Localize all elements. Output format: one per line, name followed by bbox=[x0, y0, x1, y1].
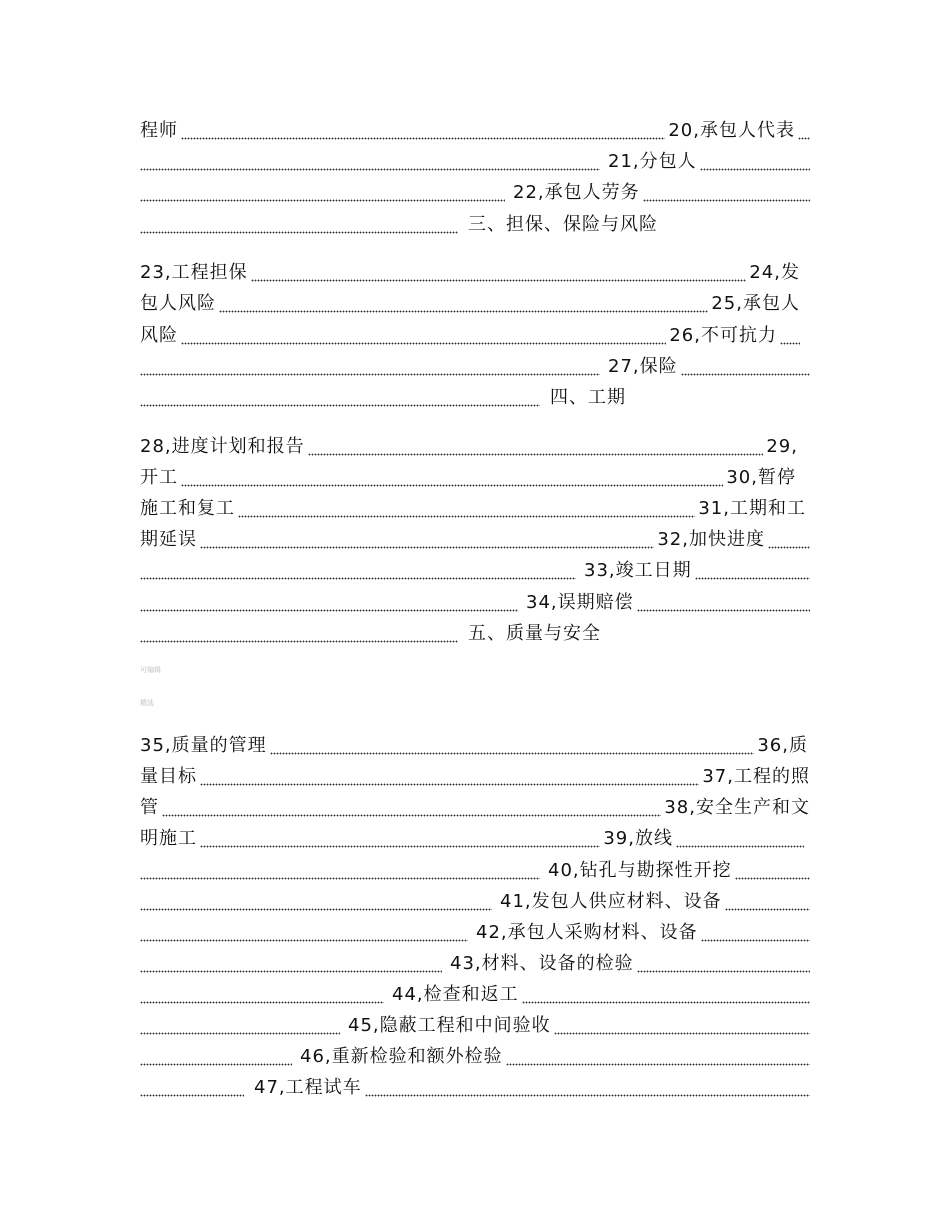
toc-line bbox=[140, 1011, 810, 1037]
toc-line bbox=[140, 494, 810, 520]
toc-entry-text: 程师 bbox=[140, 120, 178, 141]
faint-note: 精选 bbox=[140, 699, 154, 707]
toc-entry-text: 施工和复工 bbox=[140, 498, 235, 519]
toc-entry-text: 期延误 bbox=[140, 529, 197, 550]
leader-dots bbox=[637, 953, 810, 975]
leader-dots bbox=[181, 325, 666, 347]
leader-dots bbox=[554, 1015, 810, 1037]
leader-dots bbox=[768, 529, 810, 551]
toc-entry-text: 21,分包人 bbox=[608, 151, 697, 172]
toc-entry-text: 43,材料、设备的检验 bbox=[450, 953, 634, 974]
leader-dots bbox=[140, 182, 505, 204]
toc-line bbox=[140, 762, 810, 788]
toc-line bbox=[140, 856, 810, 882]
leader-dots bbox=[725, 891, 810, 913]
toc-line bbox=[140, 824, 810, 850]
leader-dots bbox=[506, 1046, 810, 1068]
toc-line bbox=[140, 588, 810, 614]
toc-line bbox=[140, 731, 810, 757]
toc-line bbox=[140, 949, 810, 975]
section-heading: 五、质量与安全 bbox=[468, 623, 601, 644]
toc-line bbox=[140, 432, 810, 458]
toc-line bbox=[140, 980, 810, 1006]
toc-entry-text: 44,检查和返工 bbox=[392, 984, 519, 1005]
toc-line bbox=[140, 383, 810, 409]
toc-entry-text: 37,工程的照 bbox=[702, 766, 810, 787]
toc-entry-text: 47,工程试车 bbox=[254, 1077, 362, 1098]
leader-dots bbox=[140, 891, 492, 913]
leader-dots bbox=[140, 1046, 292, 1068]
toc-line bbox=[140, 1073, 810, 1099]
section-heading: 三、担保、保险与风险 bbox=[468, 214, 658, 235]
leader-dots bbox=[140, 1015, 340, 1037]
toc-line bbox=[140, 147, 810, 173]
leader-dots bbox=[365, 1077, 810, 1099]
leader-dots bbox=[308, 436, 764, 458]
toc-line bbox=[140, 321, 810, 347]
leader-dots bbox=[140, 860, 540, 882]
leader-dots bbox=[140, 922, 468, 944]
leader-dots bbox=[140, 151, 600, 173]
leader-dots bbox=[140, 623, 458, 645]
leader-dots bbox=[270, 735, 755, 757]
leader-dots bbox=[251, 262, 747, 284]
toc-entry-text: 26,不可抗力 bbox=[669, 325, 777, 346]
toc-line bbox=[140, 793, 810, 819]
faint-note: 可编辑 bbox=[140, 666, 161, 674]
section-heading: 四、工期 bbox=[550, 387, 626, 408]
toc-entry-text: 24,发 bbox=[749, 262, 800, 283]
leader-dots bbox=[140, 984, 384, 1006]
toc-entry-text: 38,安全生产和文 bbox=[664, 797, 810, 818]
toc-entry-text: 风险 bbox=[140, 325, 178, 346]
toc-entry-text: 管 bbox=[140, 797, 159, 818]
leader-dots bbox=[181, 467, 723, 489]
leader-dots bbox=[181, 120, 665, 142]
toc-entry-text: 29, bbox=[766, 436, 798, 457]
leader-dots bbox=[140, 592, 518, 614]
leader-dots bbox=[238, 498, 695, 520]
leader-dots bbox=[735, 860, 810, 882]
toc-entry-text: 31,工期和工 bbox=[698, 498, 806, 519]
toc-line bbox=[140, 258, 810, 284]
leader-dots bbox=[522, 984, 810, 1006]
leader-dots bbox=[219, 293, 708, 315]
toc-line bbox=[140, 178, 810, 204]
toc-line bbox=[140, 918, 810, 944]
toc-line bbox=[140, 352, 810, 378]
toc-entry-text: 36,质 bbox=[757, 735, 808, 756]
toc-line bbox=[140, 887, 810, 913]
toc-entry-text: 23,工程担保 bbox=[140, 262, 248, 283]
toc-entry-text: 量目标 bbox=[140, 766, 197, 787]
toc-entry-text: 45,隐蔽工程和中间验收 bbox=[348, 1015, 551, 1036]
toc-entry-text: 35,质量的管理 bbox=[140, 735, 267, 756]
toc-entry-text: 40,钻孔与勘探性开挖 bbox=[548, 860, 732, 881]
toc-entry-text: 20,承包人代表 bbox=[668, 120, 795, 141]
toc-entry-text: 开工 bbox=[140, 467, 178, 488]
leader-dots bbox=[637, 592, 810, 614]
leader-dots bbox=[200, 766, 699, 788]
leader-dots bbox=[140, 953, 442, 975]
leader-dots bbox=[701, 922, 810, 944]
leader-dots bbox=[643, 182, 810, 204]
toc-line bbox=[140, 1042, 810, 1068]
toc-line bbox=[140, 463, 810, 489]
toc-entry-text: 22,承包人劳务 bbox=[513, 182, 640, 203]
leader-dots bbox=[200, 529, 654, 551]
leader-dots bbox=[140, 1077, 244, 1099]
toc-entry-text: 32,加快进度 bbox=[657, 529, 765, 550]
toc-entry-text: 46,重新检验和额外检验 bbox=[300, 1046, 503, 1067]
toc-entry-text: 27,保险 bbox=[608, 356, 678, 377]
leader-dots bbox=[681, 356, 810, 378]
toc-line bbox=[140, 556, 810, 582]
toc-entry-text: 明施工 bbox=[140, 828, 197, 849]
toc-entry-text: 33,竣工日期 bbox=[584, 560, 692, 581]
toc-entry-text: 41,发包人供应材料、设备 bbox=[500, 891, 722, 912]
toc-line bbox=[140, 116, 810, 142]
leader-dots bbox=[700, 151, 810, 173]
toc-entry-text: 包人风险 bbox=[140, 293, 216, 314]
leader-dots bbox=[140, 560, 576, 582]
leader-dots bbox=[200, 828, 600, 850]
leader-dots bbox=[780, 325, 800, 347]
toc-entry-text: 34,误期赔偿 bbox=[526, 592, 634, 613]
leader-dots bbox=[676, 828, 804, 850]
leader-dots bbox=[162, 797, 661, 819]
leader-dots bbox=[695, 560, 810, 582]
leader-dots bbox=[140, 387, 540, 409]
leader-dots bbox=[798, 120, 810, 142]
toc-entry-text: 28,进度计划和报告 bbox=[140, 436, 305, 457]
toc-entry-text: 39,放线 bbox=[603, 828, 673, 849]
leader-dots bbox=[140, 356, 600, 378]
toc-line bbox=[140, 210, 810, 236]
toc-line bbox=[140, 289, 810, 315]
leader-dots bbox=[140, 214, 458, 236]
toc-line bbox=[140, 619, 810, 645]
toc-entry-text: 42,承包人采购材料、设备 bbox=[476, 922, 698, 943]
toc-entry-text: 25,承包人 bbox=[711, 293, 800, 314]
toc-line bbox=[140, 525, 810, 551]
toc-entry-text: 30,暂停 bbox=[726, 467, 796, 488]
